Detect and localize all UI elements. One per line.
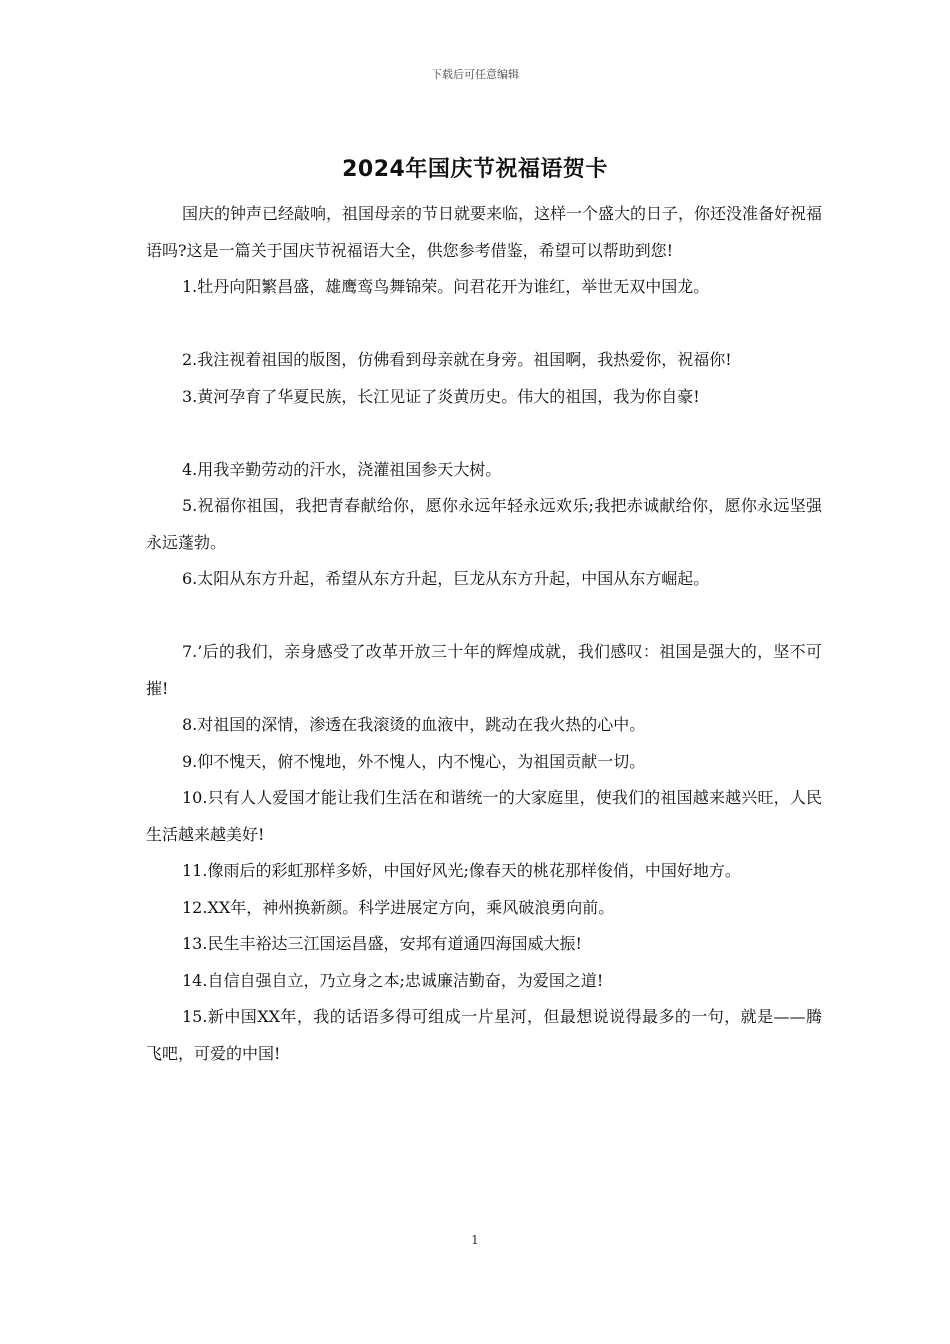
blessing-item-6: 6.太阳从东方升起，希望从东方升起，巨龙从东方升起，中国从东方崛起。 [182,569,710,588]
blessing-item-4: 4.用我辛勤劳动的汗水，浇灌祖国参天大树。 [182,459,502,479]
page-number: 1 [471,1233,479,1247]
blessing-item-10: 10.只有人人爱国才能让我们生活在和谐统一的大家庭里，使我们的祖国越来越兴旺，人民生活越来越美好! [146,788,822,844]
intro-paragraph: 国庆的钟声已经敲响，祖国母亲的节日就要来临，这样一个盛大的日子，你还没准备好祝福语吗?这是一篇关于国庆节祝福语大全，供您参考借鉴，希望可以帮助到您! [146,204,823,260]
blessing-item-12: 12.XX年，神州换新颜。科学进展定方向，乘风破浪勇向前。 [182,897,615,917]
blessing-item-8: 8.对祖国的深情，渗透在我滚烫的血液中，跳动在我火热的心中。 [182,715,646,734]
blessing-item-14: 14.自信自强自立，乃立身之本;忠诚廉洁勤奋，为爱国之道! [182,970,604,990]
blessing-item-9: 9.仰不愧天，俯不愧地，外不愧人，内不愧心，为祖国贡献一切。 [182,751,646,771]
blessing-item-1: 1.牡丹向阳繁昌盛，雄鹰鸾鸟舞锦荣。问君花开为谁红，举世无双中国龙。 [182,277,710,296]
document-body [146,196,822,1072]
blessing-item-13: 13.民生丰裕达三江国运昌盛，安邦有道通四海国威大振! [182,934,582,953]
blessing-item-3: 3.黄河孕育了华夏民族，长江见证了炎黄历史。伟大的祖国，我为你自豪! [182,386,700,406]
blessing-item-7: 7.’后的我们，亲身感受了改革开放三十年的辉煌成就，我们感叹：祖国是强大的，坚不可摧! [146,642,822,698]
header-note: 下载后可任意编辑 [431,68,519,81]
blessing-item-11: 11.像雨后的彩虹那样多娇，中国好风光;像春天的桃花那样俊俏，中国好地方。 [182,861,741,880]
blessing-item-2: 2.我注视着祖国的版图，仿佛看到母亲就在身旁。祖国啊，我热爱你，祝福你! [182,350,732,369]
document-title: 2024年国庆节祝福语贺卡 [342,157,608,182]
blessing-item-5: 5.祝福你祖国，我把青春献给你，愿你永远年轻永远欢乐;我把赤诚献给你，愿你永远坚强永远蓬勃。 [146,496,822,552]
blessing-item-15: 15.新中国XX年，我的话语多得可组成一片星河，但最想说说得最多的一句，就是——腾飞吧，可爱的中国! [146,1007,822,1063]
